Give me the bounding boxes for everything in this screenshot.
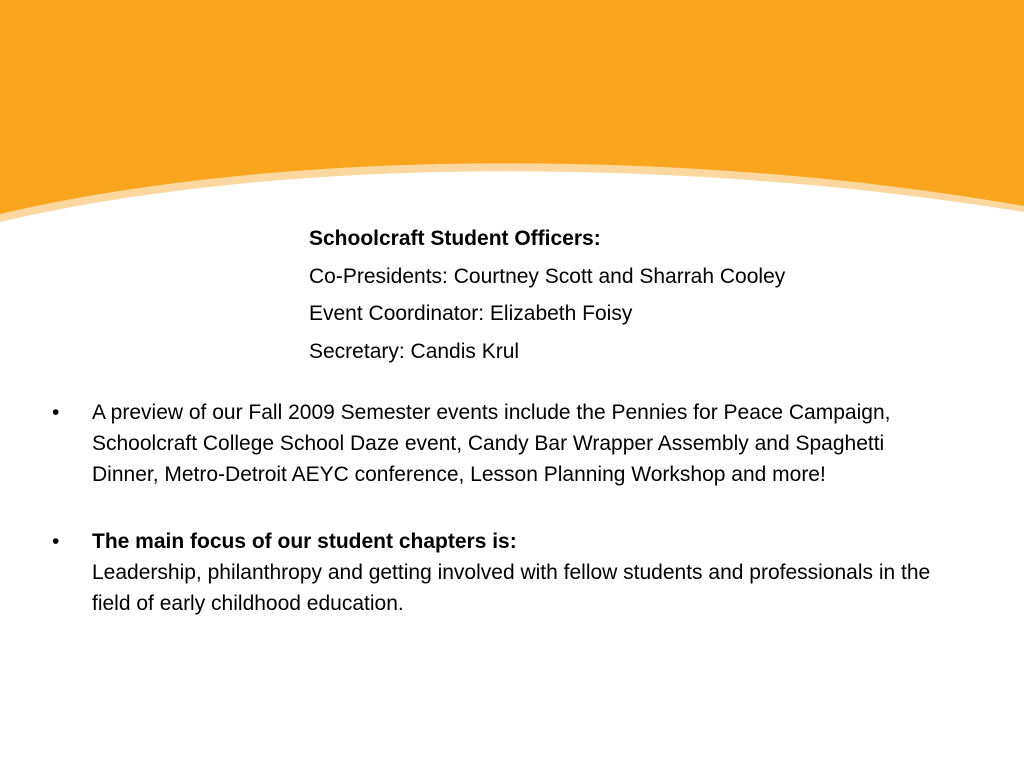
focus-text: Leadership, philanthropy and getting involved with fellow students and professionals in the field of early childhood education. — [92, 561, 931, 615]
secretary-line: Secretary: Candis Krul — [309, 339, 520, 363]
orange-wave-banner — [0, 0, 1024, 240]
event-coordinator-line: Event Coordinator: Elizabeth Foisy — [309, 302, 633, 325]
banner-wave-fill — [0, 0, 1024, 214]
co-presidents-line: Co-Presidents: Courtney Scott and Sharrah Cooley — [309, 264, 786, 288]
bullet-marker: • — [52, 530, 60, 553]
focus-heading: The main focus of our student chapters is: — [92, 530, 517, 553]
student-officers-block — [309, 220, 785, 370]
preview-text: A preview of our Fall 2009 Semester events include the Pennies for Peace Campaign, Schoolcraft College School Daze event, Candy Bar Wrapper Assembly and Spaghetti Dinner, Metro-Detroit AEYC conference, Lesson Planning Workshop and more! — [92, 401, 891, 486]
bullet-item-focus — [52, 526, 952, 619]
officers-heading: Schoolcraft Student Officers: — [309, 227, 601, 250]
bullet-marker: • — [52, 401, 60, 424]
bullet-item-preview — [52, 397, 952, 490]
bullet-list — [52, 397, 952, 619]
